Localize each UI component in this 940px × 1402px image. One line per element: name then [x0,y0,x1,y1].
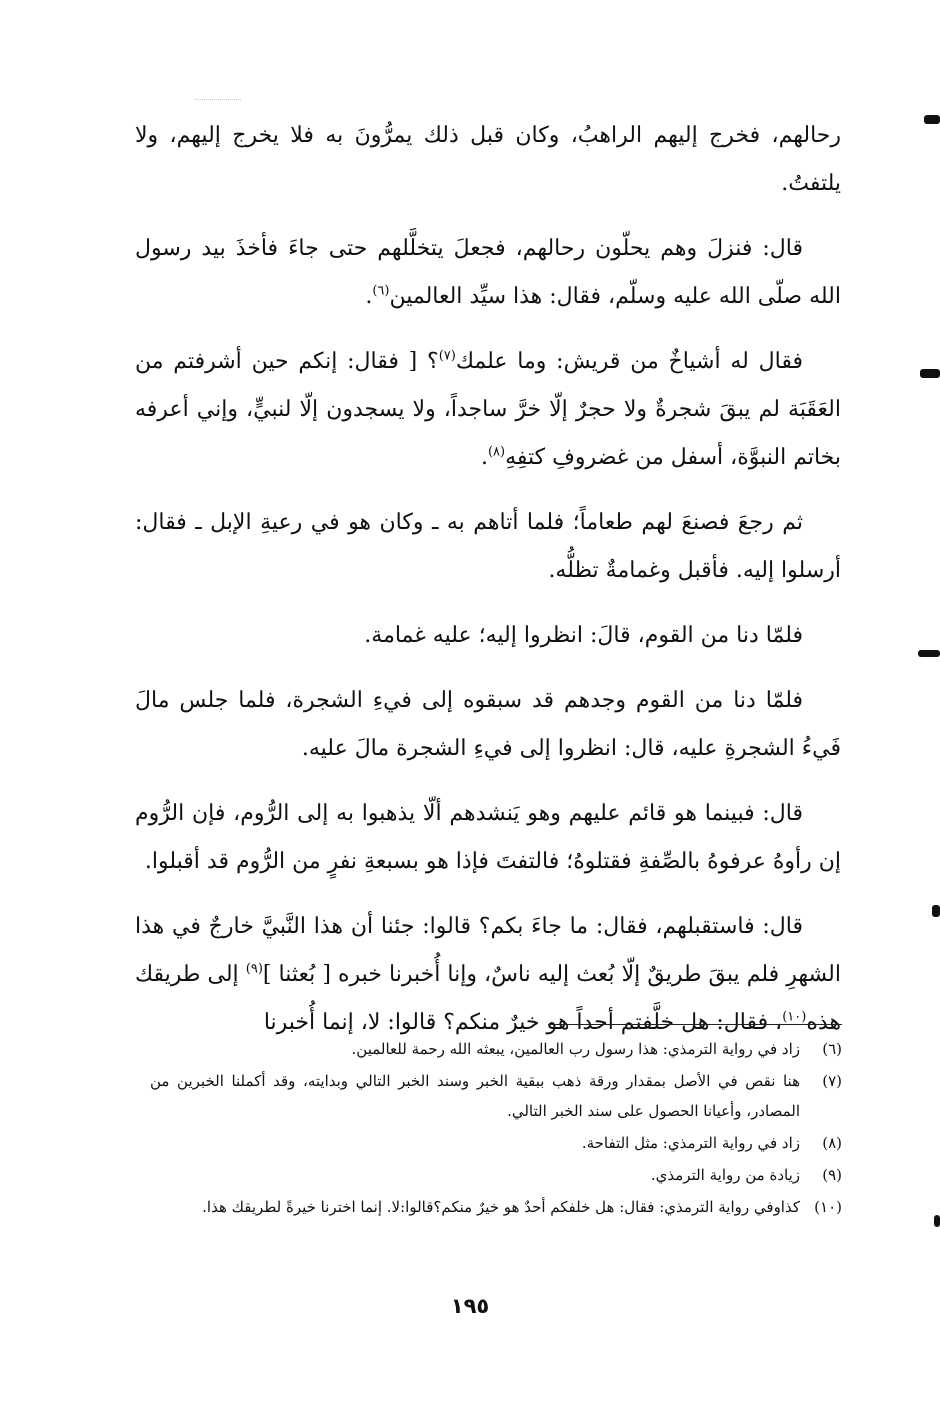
footnote-text: كذاوفي رواية الترمذي: فقال: هل خلفكم أحدٌ هو خيرٌ منكم؟قالوا:لا. إنما اخترنا خيرةً لطريقك هذا. [202,1198,800,1216]
footnote-6 [150,1034,842,1064]
paragraph-text-cont: ؟ [ فقال: إنكم حين أشرفتم من العَقَبَة لم يبقَ شجرةٌ ولا حجرٌ إلّا خرَّ ساجداً، ولا يسجدون إلّا لنبيٍّ، وإني أعرفه بخاتم النبوَّة، أسفل من غضروفِ كتفِهِ [135,349,841,470]
footnote-separator [548,1024,842,1025]
footnote-number: (٦) [822,1040,842,1058]
paragraph-6 [135,677,841,773]
paragraph-text-cont: . [480,445,488,470]
footnote-ref: (٨) [487,444,506,460]
paragraph-8 [135,903,841,1047]
footnote-10 [150,1192,842,1222]
main-text [135,112,841,1047]
footnote-ref: (٩) [245,961,263,977]
paragraph-text: فلمّا دنا من القوم، قالَ: انظروا إليه؛ عليه غمامة. [364,623,803,648]
footnote-9 [150,1160,842,1190]
paragraph-3 [135,338,841,482]
paragraph-1 [135,112,841,208]
paragraph-5 [135,612,841,660]
footnote-text: زاد في رواية الترمذي: هذا رسول رب العالمين، يبعثه الله رحمة للعالمين. [351,1040,800,1058]
paragraph-text: قال: فاستقبلهم، فقال: ما جاءَ بكم؟ قالوا: جئنا أن هذا النَّبيَّ خارجٌ في هذا الشهرِ فلم يبقَ طريقٌ إلّا بُعث إليه ناسٌ، وإنا أُخبرنا خبره [ بُعثنا ] [135,914,841,987]
paragraph-text: قال: فبينما هو قائم عليهم وهو يَنشدهم ألّا يذهبوا به إلى الرُّوم، فإن الرُّوم إن رأوهُ عرفوهُ بالصِّفةِ فقتلوهُ؛ فالتفتَ فإذا هو بسبعةِ نفرٍ من الرُّوم قد أقبلوا. [135,801,841,874]
binding-mark [934,1215,940,1227]
footnote-8 [150,1128,842,1158]
footnote-number: (٨) [822,1134,842,1152]
footnote-text: زيادة من رواية الترمذي. [650,1166,800,1184]
binding-mark [920,369,940,378]
paragraph-7 [135,790,841,886]
paragraph-text: رحالهم، فخرج إليهم الراهبُ، وكان قبل ذلك يمرُّونَ به فلا يخرج إليهم، ولا يلتفتُ. [135,123,841,196]
binding-mark [924,115,940,124]
footnotes [150,1034,842,1224]
paragraph-text-cont: . [365,284,373,309]
footnote-text: هنا نقص في الأصل بمقدار ورقة ذهب ببقية الخبر وسند الخبر التالي وبدايته، وقد أكملنا الخبرين من المصادر، وأعيانا الحصول على سند الخبر التالي. [150,1072,800,1120]
paragraph-2 [135,225,841,321]
paragraph-text-cont: ، فقال: هل خلَّفتم أحداً هو خيرٌ منكم؟ قالوا: لا، إنما أُخبرنا [263,1010,783,1035]
paragraph-4 [135,499,841,595]
paragraph-text: فقال له أشياخٌ من قريش: وما علمك [455,349,803,374]
footnote-text: زاد في رواية الترمذي: مثل التفاحة. [581,1134,800,1152]
page-number: ١٩٥ [450,1294,490,1318]
footnote-number: (١٠) [814,1198,842,1216]
scan-artifact [195,99,241,100]
footnote-ref: (٧) [438,348,456,364]
footnote-ref: (٦) [372,283,390,299]
footnote-ref: (١٠) [782,1009,807,1025]
paragraph-text: قال: فنزلَ وهم يحلّون رحالهم، فجعلَ يتخلَّلهم حتى جاءَ فأخذَ بيد رسول الله صلّى الله عليه وسلّم، فقال: هذا سيِّد العالمين [135,236,841,309]
paragraph-text: ثم رجعَ فصنعَ لهم طعاماً؛ فلما أتاهم به ـ وكان هو في رعيةِ الإبل ـ فقال: أرسلوا إليه. فأقبل وغمامةٌ تظلُّه. [135,510,841,583]
binding-mark [932,905,940,917]
footnote-number: (٧) [822,1072,842,1090]
paragraph-text: فلمّا دنا من القوم وجدهم قد سبقوه إلى فيءِ الشجرة، فلما جلس مالَ فَيءُ الشجرةِ عليه، قال: انظروا إلى فيءِ الشجرة مالَ عليه. [135,688,841,761]
footnote-7 [150,1066,842,1126]
paragraph-text-cont: إلى طريقك هذه [135,962,841,1035]
binding-mark [918,650,940,657]
footnote-number: (٩) [822,1166,842,1184]
